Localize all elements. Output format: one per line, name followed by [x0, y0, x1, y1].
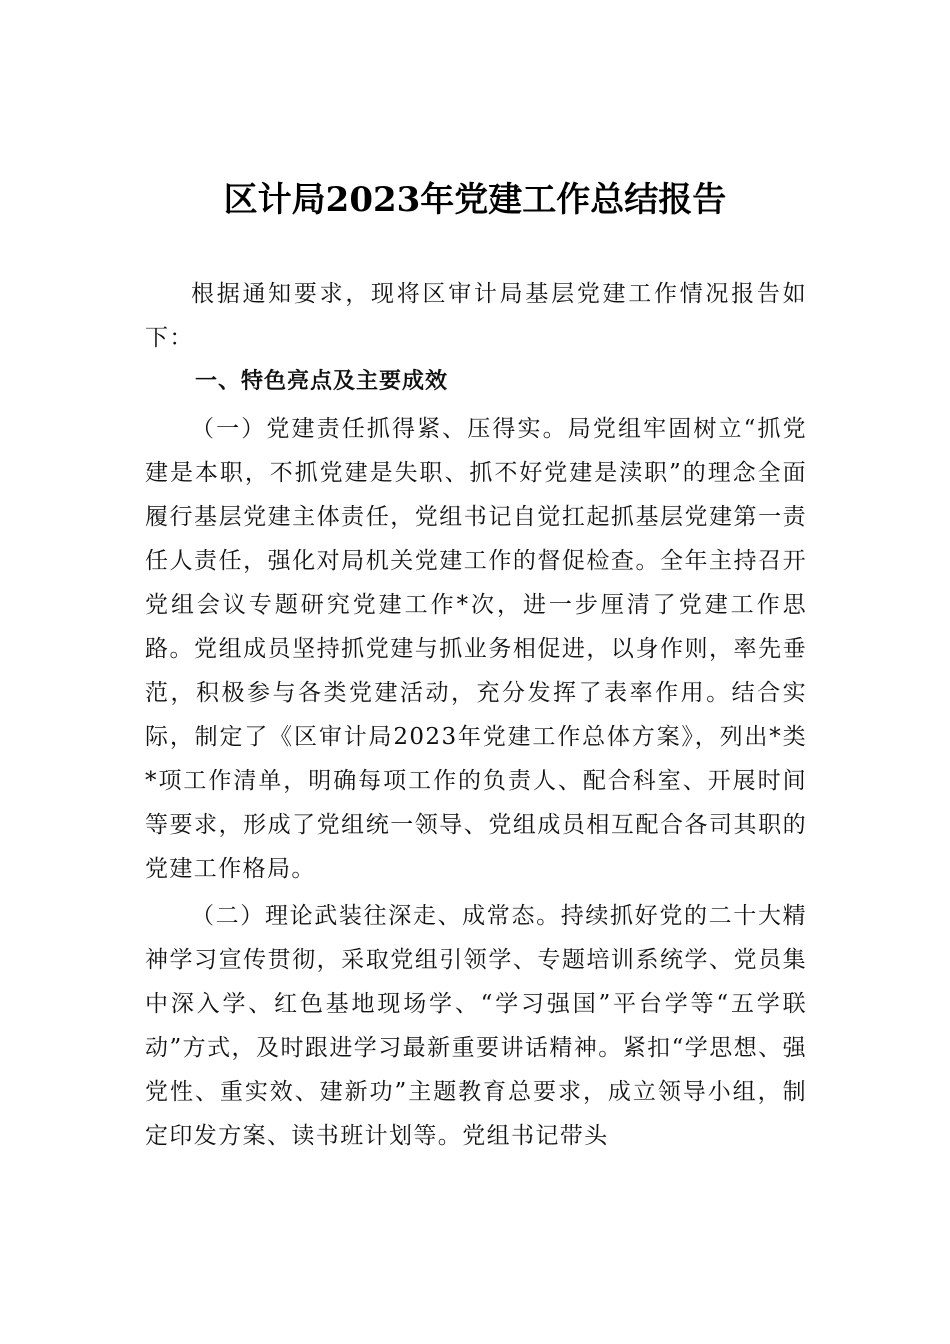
body-paragraph: （一）党建责任抓得紧、压得实。局党组牢固树立“抓党建是本职，不抓党建是失职、抓不好党建是渎职”的理念全面履行基层党建主体责任，党组书记自觉扛起抓基层党建第一责任人责任，强化对局机关党建工作的督促检查。全年主持召开党组会议专题研究党建工作*次，进一步厘清了党建工作思路。党组成员坚持抓党建与抓业务相促进，以身作则，率先垂范，积极参与各类党建活动，充分发挥了表率作用。结合实际，制定了《区审计局2023年党建工作总体方案》，列出*类*项工作清单，明确每项工作的负责人、配合科室、开展时间等要求，形成了党组统一领导、党组成员相互配合各司其职的党建工作格局。 [145, 416, 807, 882]
body-paragraph: （二）理论武装往深走、成常态。持续抓好党的二十大精神学习宣传贯彻，采取党组引领学、专题培训系统学、党员集中深入学、红色基地现场学、“学习强国”平台学等“五学联动”方式，及时跟进学习最新重要讲话精神。紧扣“学思想、强党性、重实效、建新功”主题教育总要求，成立领导小组，制定印发方案、读书班计划等。党组书记带头 [145, 903, 807, 1149]
document-body [145, 272, 807, 1158]
document-title: 区计局2023年党建工作总结报告 [223, 180, 727, 220]
section-heading: 一、特色亮点及主要成效 [195, 369, 449, 394]
intro-paragraph: 根据通知要求，现将区审计局基层党建工作情况报告如下： [145, 281, 807, 351]
